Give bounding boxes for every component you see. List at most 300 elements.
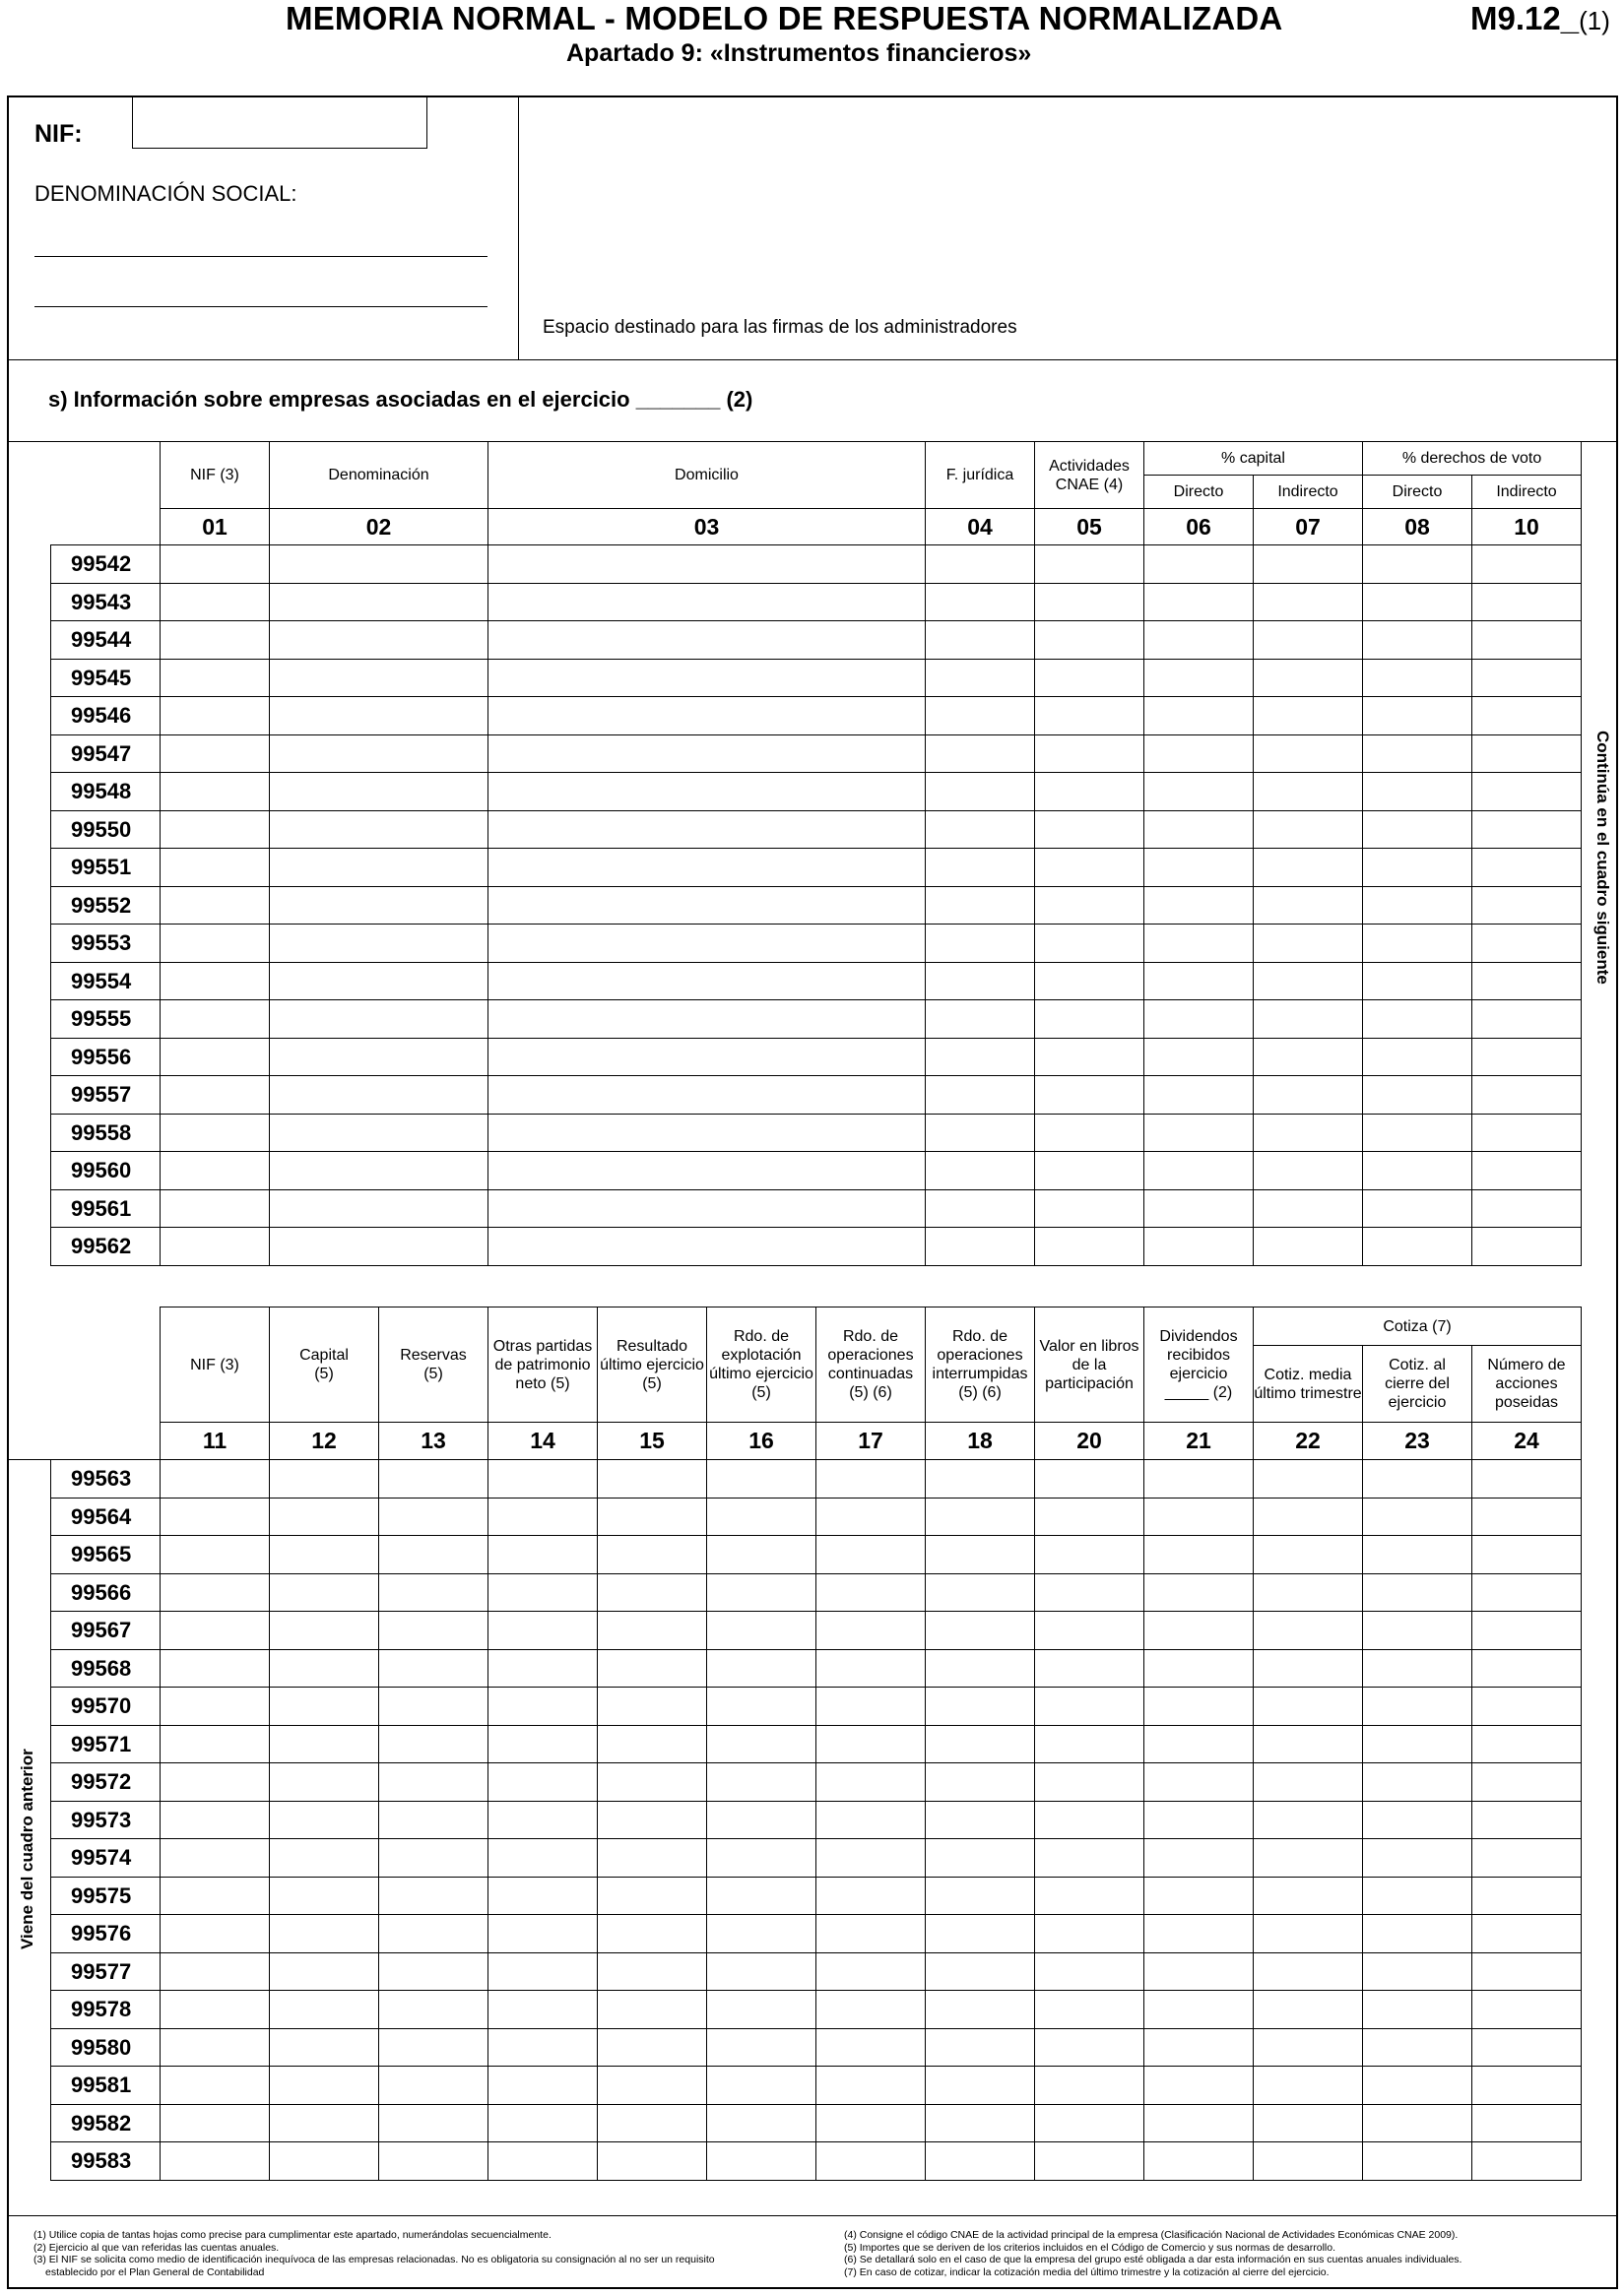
data-cell[interactable] [1035, 621, 1144, 660]
data-cell[interactable] [926, 659, 1035, 697]
data-cell[interactable] [1254, 962, 1363, 1000]
data-cell[interactable] [1144, 1573, 1254, 1612]
data-cell[interactable] [488, 545, 926, 584]
data-cell[interactable] [488, 1460, 598, 1499]
data-cell[interactable] [270, 2028, 379, 2067]
data-cell[interactable] [1472, 1460, 1582, 1499]
data-cell[interactable] [161, 1498, 270, 1536]
data-cell[interactable] [816, 1649, 926, 1688]
data-cell[interactable] [379, 1915, 488, 1953]
data-cell[interactable] [1035, 1763, 1144, 1802]
data-cell[interactable] [1144, 659, 1254, 697]
data-cell[interactable] [270, 1228, 488, 1266]
data-cell[interactable] [1472, 1877, 1582, 1915]
data-cell[interactable] [598, 2104, 707, 2142]
data-cell[interactable] [270, 1991, 379, 2029]
data-cell[interactable] [1144, 2142, 1254, 2181]
data-cell[interactable] [707, 1991, 816, 2029]
data-cell[interactable] [488, 925, 926, 963]
data-cell[interactable] [1363, 1228, 1472, 1266]
data-cell[interactable] [1472, 2104, 1582, 2142]
data-cell[interactable] [1363, 886, 1472, 925]
data-cell[interactable] [488, 1915, 598, 1953]
data-cell[interactable] [161, 2028, 270, 2067]
data-cell[interactable] [1035, 1839, 1144, 1878]
data-cell[interactable] [488, 886, 926, 925]
data-cell[interactable] [488, 1877, 598, 1915]
data-cell[interactable] [598, 1536, 707, 1574]
data-cell[interactable] [161, 1000, 270, 1039]
data-cell[interactable] [1363, 2142, 1472, 2181]
data-cell[interactable] [1472, 2028, 1582, 2067]
data-cell[interactable] [1254, 1649, 1363, 1688]
data-cell[interactable] [270, 1612, 379, 1650]
data-cell[interactable] [598, 2067, 707, 2105]
data-cell[interactable] [926, 2142, 1035, 2181]
data-cell[interactable] [707, 1498, 816, 1536]
data-cell[interactable] [1144, 1228, 1254, 1266]
data-cell[interactable] [1363, 1460, 1472, 1499]
data-cell[interactable] [1254, 925, 1363, 963]
data-cell[interactable] [161, 1763, 270, 1802]
data-cell[interactable] [1363, 2028, 1472, 2067]
data-cell[interactable] [1363, 734, 1472, 773]
data-cell[interactable] [488, 1228, 926, 1266]
data-cell[interactable] [1254, 1076, 1363, 1115]
data-cell[interactable] [270, 849, 488, 887]
data-cell[interactable] [270, 1189, 488, 1228]
data-cell[interactable] [379, 2067, 488, 2105]
data-cell[interactable] [161, 1114, 270, 1152]
data-cell[interactable] [1144, 734, 1254, 773]
data-cell[interactable] [488, 1189, 926, 1228]
data-cell[interactable] [488, 1649, 598, 1688]
data-cell[interactable] [1144, 1915, 1254, 1953]
data-cell[interactable] [270, 734, 488, 773]
data-cell[interactable] [1472, 1000, 1582, 1039]
data-cell[interactable] [816, 1839, 926, 1878]
data-cell[interactable] [379, 2104, 488, 2142]
data-cell[interactable] [270, 1498, 379, 1536]
data-cell[interactable] [816, 1498, 926, 1536]
data-cell[interactable] [379, 1649, 488, 1688]
data-cell[interactable] [379, 1801, 488, 1839]
data-cell[interactable] [270, 697, 488, 735]
data-cell[interactable] [488, 810, 926, 849]
data-cell[interactable] [1144, 697, 1254, 735]
data-cell[interactable] [707, 2028, 816, 2067]
data-cell[interactable] [926, 2104, 1035, 2142]
data-cell[interactable] [1472, 849, 1582, 887]
data-cell[interactable] [1035, 1801, 1144, 1839]
data-cell[interactable] [816, 1915, 926, 1953]
data-cell[interactable] [816, 1688, 926, 1726]
data-cell[interactable] [488, 1152, 926, 1190]
data-cell[interactable] [1254, 1114, 1363, 1152]
data-cell[interactable] [161, 849, 270, 887]
data-cell[interactable] [1472, 962, 1582, 1000]
data-cell[interactable] [1363, 2067, 1472, 2105]
denominacion-line-2[interactable] [34, 306, 487, 307]
data-cell[interactable] [379, 1536, 488, 1574]
data-cell[interactable] [1472, 2067, 1582, 2105]
data-cell[interactable] [161, 1725, 270, 1763]
data-cell[interactable] [1363, 1649, 1472, 1688]
data-cell[interactable] [270, 545, 488, 584]
data-cell[interactable] [161, 1915, 270, 1953]
data-cell[interactable] [926, 1839, 1035, 1878]
data-cell[interactable] [816, 2104, 926, 2142]
data-cell[interactable] [270, 962, 488, 1000]
data-cell[interactable] [1144, 545, 1254, 584]
data-cell[interactable] [598, 1498, 707, 1536]
data-cell[interactable] [379, 1688, 488, 1726]
data-cell[interactable] [1254, 1725, 1363, 1763]
data-cell[interactable] [488, 2067, 598, 2105]
data-cell[interactable] [598, 1915, 707, 1953]
data-cell[interactable] [1472, 545, 1582, 584]
data-cell[interactable] [926, 886, 1035, 925]
data-cell[interactable] [1035, 773, 1144, 811]
data-cell[interactable] [1144, 849, 1254, 887]
data-cell[interactable] [488, 2104, 598, 2142]
data-cell[interactable] [1035, 2028, 1144, 2067]
data-cell[interactable] [598, 2142, 707, 2181]
data-cell[interactable] [1254, 659, 1363, 697]
data-cell[interactable] [707, 1952, 816, 1991]
data-cell[interactable] [816, 1763, 926, 1802]
data-cell[interactable] [1472, 1649, 1582, 1688]
data-cell[interactable] [379, 1877, 488, 1915]
data-cell[interactable] [1035, 1688, 1144, 1726]
data-cell[interactable] [926, 1725, 1035, 1763]
data-cell[interactable] [926, 810, 1035, 849]
data-cell[interactable] [270, 1688, 379, 1726]
data-cell[interactable] [926, 1877, 1035, 1915]
data-cell[interactable] [707, 1725, 816, 1763]
data-cell[interactable] [1144, 1460, 1254, 1499]
data-cell[interactable] [1035, 2067, 1144, 2105]
data-cell[interactable] [1254, 1000, 1363, 1039]
data-cell[interactable] [1144, 1498, 1254, 1536]
data-cell[interactable] [1035, 1952, 1144, 1991]
data-cell[interactable] [488, 1573, 598, 1612]
data-cell[interactable] [1472, 925, 1582, 963]
data-cell[interactable] [1363, 1152, 1472, 1190]
data-cell[interactable] [270, 2142, 379, 2181]
data-cell[interactable] [161, 2104, 270, 2142]
data-cell[interactable] [926, 583, 1035, 621]
data-cell[interactable] [707, 1573, 816, 1612]
data-cell[interactable] [1254, 2028, 1363, 2067]
data-cell[interactable] [816, 1612, 926, 1650]
data-cell[interactable] [270, 1076, 488, 1115]
data-cell[interactable] [926, 1189, 1035, 1228]
data-cell[interactable] [270, 1649, 379, 1688]
data-cell[interactable] [1254, 2067, 1363, 2105]
data-cell[interactable] [1035, 886, 1144, 925]
data-cell[interactable] [1472, 1152, 1582, 1190]
data-cell[interactable] [707, 1536, 816, 1574]
data-cell[interactable] [1472, 1498, 1582, 1536]
data-cell[interactable] [707, 2067, 816, 2105]
data-cell[interactable] [270, 1038, 488, 1076]
data-cell[interactable] [1035, 697, 1144, 735]
data-cell[interactable] [707, 1460, 816, 1499]
data-cell[interactable] [1035, 1915, 1144, 1953]
data-cell[interactable] [379, 1763, 488, 1802]
data-cell[interactable] [488, 1952, 598, 1991]
data-cell[interactable] [926, 2028, 1035, 2067]
data-cell[interactable] [161, 810, 270, 849]
data-cell[interactable] [1363, 1991, 1472, 2029]
data-cell[interactable] [1254, 1877, 1363, 1915]
data-cell[interactable] [707, 1915, 816, 1953]
data-cell[interactable] [1363, 1076, 1472, 1115]
data-cell[interactable] [488, 1763, 598, 1802]
data-cell[interactable] [488, 583, 926, 621]
data-cell[interactable] [1144, 1688, 1254, 1726]
data-cell[interactable] [1144, 2104, 1254, 2142]
data-cell[interactable] [161, 1649, 270, 1688]
data-cell[interactable] [1363, 1038, 1472, 1076]
data-cell[interactable] [1254, 886, 1363, 925]
data-cell[interactable] [1035, 1877, 1144, 1915]
data-cell[interactable] [1472, 1991, 1582, 2029]
data-cell[interactable] [1363, 1915, 1472, 1953]
data-cell[interactable] [1254, 773, 1363, 811]
data-cell[interactable] [1363, 1877, 1472, 1915]
nif-field[interactable] [132, 96, 427, 149]
data-cell[interactable] [1472, 886, 1582, 925]
data-cell[interactable] [816, 2067, 926, 2105]
data-cell[interactable] [926, 1536, 1035, 1574]
data-cell[interactable] [926, 1991, 1035, 2029]
data-cell[interactable] [816, 1801, 926, 1839]
data-cell[interactable] [488, 962, 926, 1000]
data-cell[interactable] [1254, 810, 1363, 849]
data-cell[interactable] [379, 1725, 488, 1763]
data-cell[interactable] [1035, 2104, 1144, 2142]
data-cell[interactable] [379, 1991, 488, 2029]
data-cell[interactable] [926, 1038, 1035, 1076]
data-cell[interactable] [161, 1076, 270, 1115]
data-cell[interactable] [1472, 1573, 1582, 1612]
data-cell[interactable] [1363, 925, 1472, 963]
data-cell[interactable] [598, 1763, 707, 1802]
data-cell[interactable] [926, 1612, 1035, 1650]
data-cell[interactable] [1035, 1536, 1144, 1574]
data-cell[interactable] [161, 773, 270, 811]
data-cell[interactable] [1254, 1573, 1363, 1612]
data-cell[interactable] [926, 1114, 1035, 1152]
data-cell[interactable] [926, 1076, 1035, 1115]
data-cell[interactable] [1035, 1460, 1144, 1499]
data-cell[interactable] [707, 1877, 816, 1915]
data-cell[interactable] [1254, 1952, 1363, 1991]
data-cell[interactable] [488, 1536, 598, 1574]
firmas-area[interactable] [520, 96, 1616, 358]
data-cell[interactable] [1472, 1952, 1582, 1991]
data-cell[interactable] [707, 2104, 816, 2142]
data-cell[interactable] [1363, 849, 1472, 887]
data-cell[interactable] [1472, 1839, 1582, 1878]
data-cell[interactable] [816, 1877, 926, 1915]
data-cell[interactable] [598, 1839, 707, 1878]
data-cell[interactable] [1363, 1498, 1472, 1536]
data-cell[interactable] [379, 1839, 488, 1878]
data-cell[interactable] [1363, 1801, 1472, 1839]
data-cell[interactable] [270, 2067, 379, 2105]
data-cell[interactable] [270, 659, 488, 697]
data-cell[interactable] [598, 1801, 707, 1839]
data-cell[interactable] [488, 1839, 598, 1878]
data-cell[interactable] [1254, 1801, 1363, 1839]
data-cell[interactable] [598, 1725, 707, 1763]
data-cell[interactable] [1035, 1725, 1144, 1763]
data-cell[interactable] [1472, 773, 1582, 811]
data-cell[interactable] [270, 583, 488, 621]
data-cell[interactable] [488, 2142, 598, 2181]
data-cell[interactable] [1363, 621, 1472, 660]
data-cell[interactable] [1472, 1612, 1582, 1650]
data-cell[interactable] [707, 1612, 816, 1650]
data-cell[interactable] [488, 1688, 598, 1726]
data-cell[interactable] [161, 1952, 270, 1991]
data-cell[interactable] [1254, 1498, 1363, 1536]
data-cell[interactable] [1035, 1649, 1144, 1688]
data-cell[interactable] [1035, 659, 1144, 697]
data-cell[interactable] [161, 1612, 270, 1650]
data-cell[interactable] [926, 1152, 1035, 1190]
data-cell[interactable] [1254, 1763, 1363, 1802]
data-cell[interactable] [1035, 962, 1144, 1000]
data-cell[interactable] [1144, 1991, 1254, 2029]
data-cell[interactable] [707, 1763, 816, 1802]
data-cell[interactable] [1254, 1536, 1363, 1574]
data-cell[interactable] [161, 1152, 270, 1190]
data-cell[interactable] [1363, 1573, 1472, 1612]
data-cell[interactable] [488, 697, 926, 735]
data-cell[interactable] [1472, 1763, 1582, 1802]
data-cell[interactable] [379, 1952, 488, 1991]
data-cell[interactable] [1254, 1460, 1363, 1499]
data-cell[interactable] [926, 2067, 1035, 2105]
data-cell[interactable] [1363, 1763, 1472, 1802]
data-cell[interactable] [1472, 659, 1582, 697]
data-cell[interactable] [926, 1228, 1035, 1266]
data-cell[interactable] [1035, 583, 1144, 621]
data-cell[interactable] [1363, 1189, 1472, 1228]
data-cell[interactable] [1254, 1152, 1363, 1190]
data-cell[interactable] [598, 1649, 707, 1688]
data-cell[interactable] [1254, 849, 1363, 887]
data-cell[interactable] [707, 1688, 816, 1726]
data-cell[interactable] [161, 1991, 270, 2029]
data-cell[interactable] [707, 1839, 816, 1878]
data-cell[interactable] [1472, 1801, 1582, 1839]
data-cell[interactable] [1144, 1536, 1254, 1574]
data-cell[interactable] [926, 773, 1035, 811]
data-cell[interactable] [1363, 2104, 1472, 2142]
data-cell[interactable] [270, 1877, 379, 1915]
data-cell[interactable] [161, 962, 270, 1000]
data-cell[interactable] [1144, 1612, 1254, 1650]
data-cell[interactable] [1035, 1228, 1144, 1266]
data-cell[interactable] [1035, 2142, 1144, 2181]
data-cell[interactable] [161, 1877, 270, 1915]
data-cell[interactable] [1254, 1228, 1363, 1266]
data-cell[interactable] [161, 697, 270, 735]
data-cell[interactable] [270, 1114, 488, 1152]
data-cell[interactable] [161, 1573, 270, 1612]
data-cell[interactable] [598, 1991, 707, 2029]
data-cell[interactable] [1254, 1991, 1363, 2029]
data-cell[interactable] [270, 773, 488, 811]
data-cell[interactable] [1472, 1114, 1582, 1152]
data-cell[interactable] [1472, 1076, 1582, 1115]
data-cell[interactable] [488, 2028, 598, 2067]
data-cell[interactable] [926, 1915, 1035, 1953]
data-cell[interactable] [926, 1460, 1035, 1499]
data-cell[interactable] [598, 1612, 707, 1650]
data-cell[interactable] [598, 1952, 707, 1991]
data-cell[interactable] [1144, 1952, 1254, 1991]
data-cell[interactable] [488, 1498, 598, 1536]
data-cell[interactable] [926, 1649, 1035, 1688]
data-cell[interactable] [1363, 545, 1472, 584]
data-cell[interactable] [1254, 2142, 1363, 2181]
data-cell[interactable] [1472, 1536, 1582, 1574]
data-cell[interactable] [598, 1877, 707, 1915]
data-cell[interactable] [1472, 734, 1582, 773]
data-cell[interactable] [161, 621, 270, 660]
data-cell[interactable] [1035, 734, 1144, 773]
data-cell[interactable] [1254, 583, 1363, 621]
data-cell[interactable] [1035, 1114, 1144, 1152]
data-cell[interactable] [707, 1649, 816, 1688]
data-cell[interactable] [1144, 1763, 1254, 1802]
data-cell[interactable] [1472, 1915, 1582, 1953]
data-cell[interactable] [161, 1839, 270, 1878]
data-cell[interactable] [1144, 1189, 1254, 1228]
data-cell[interactable] [1254, 1612, 1363, 1650]
data-cell[interactable] [1472, 583, 1582, 621]
data-cell[interactable] [1144, 1801, 1254, 1839]
data-cell[interactable] [1144, 1000, 1254, 1039]
denominacion-line-1[interactable] [34, 256, 487, 257]
data-cell[interactable] [379, 2142, 488, 2181]
data-cell[interactable] [926, 849, 1035, 887]
data-cell[interactable] [1254, 1038, 1363, 1076]
data-cell[interactable] [161, 925, 270, 963]
data-cell[interactable] [1254, 1189, 1363, 1228]
data-cell[interactable] [1363, 1952, 1472, 1991]
data-cell[interactable] [1363, 659, 1472, 697]
data-cell[interactable] [1254, 621, 1363, 660]
data-cell[interactable] [816, 1536, 926, 1574]
data-cell[interactable] [488, 1801, 598, 1839]
data-cell[interactable] [1363, 1612, 1472, 1650]
data-cell[interactable] [161, 1536, 270, 1574]
data-cell[interactable] [1363, 1688, 1472, 1726]
data-cell[interactable] [1035, 1498, 1144, 1536]
data-cell[interactable] [1144, 1076, 1254, 1115]
data-cell[interactable] [1144, 2028, 1254, 2067]
data-cell[interactable] [1035, 1612, 1144, 1650]
data-cell[interactable] [1363, 1114, 1472, 1152]
data-cell[interactable] [926, 1801, 1035, 1839]
